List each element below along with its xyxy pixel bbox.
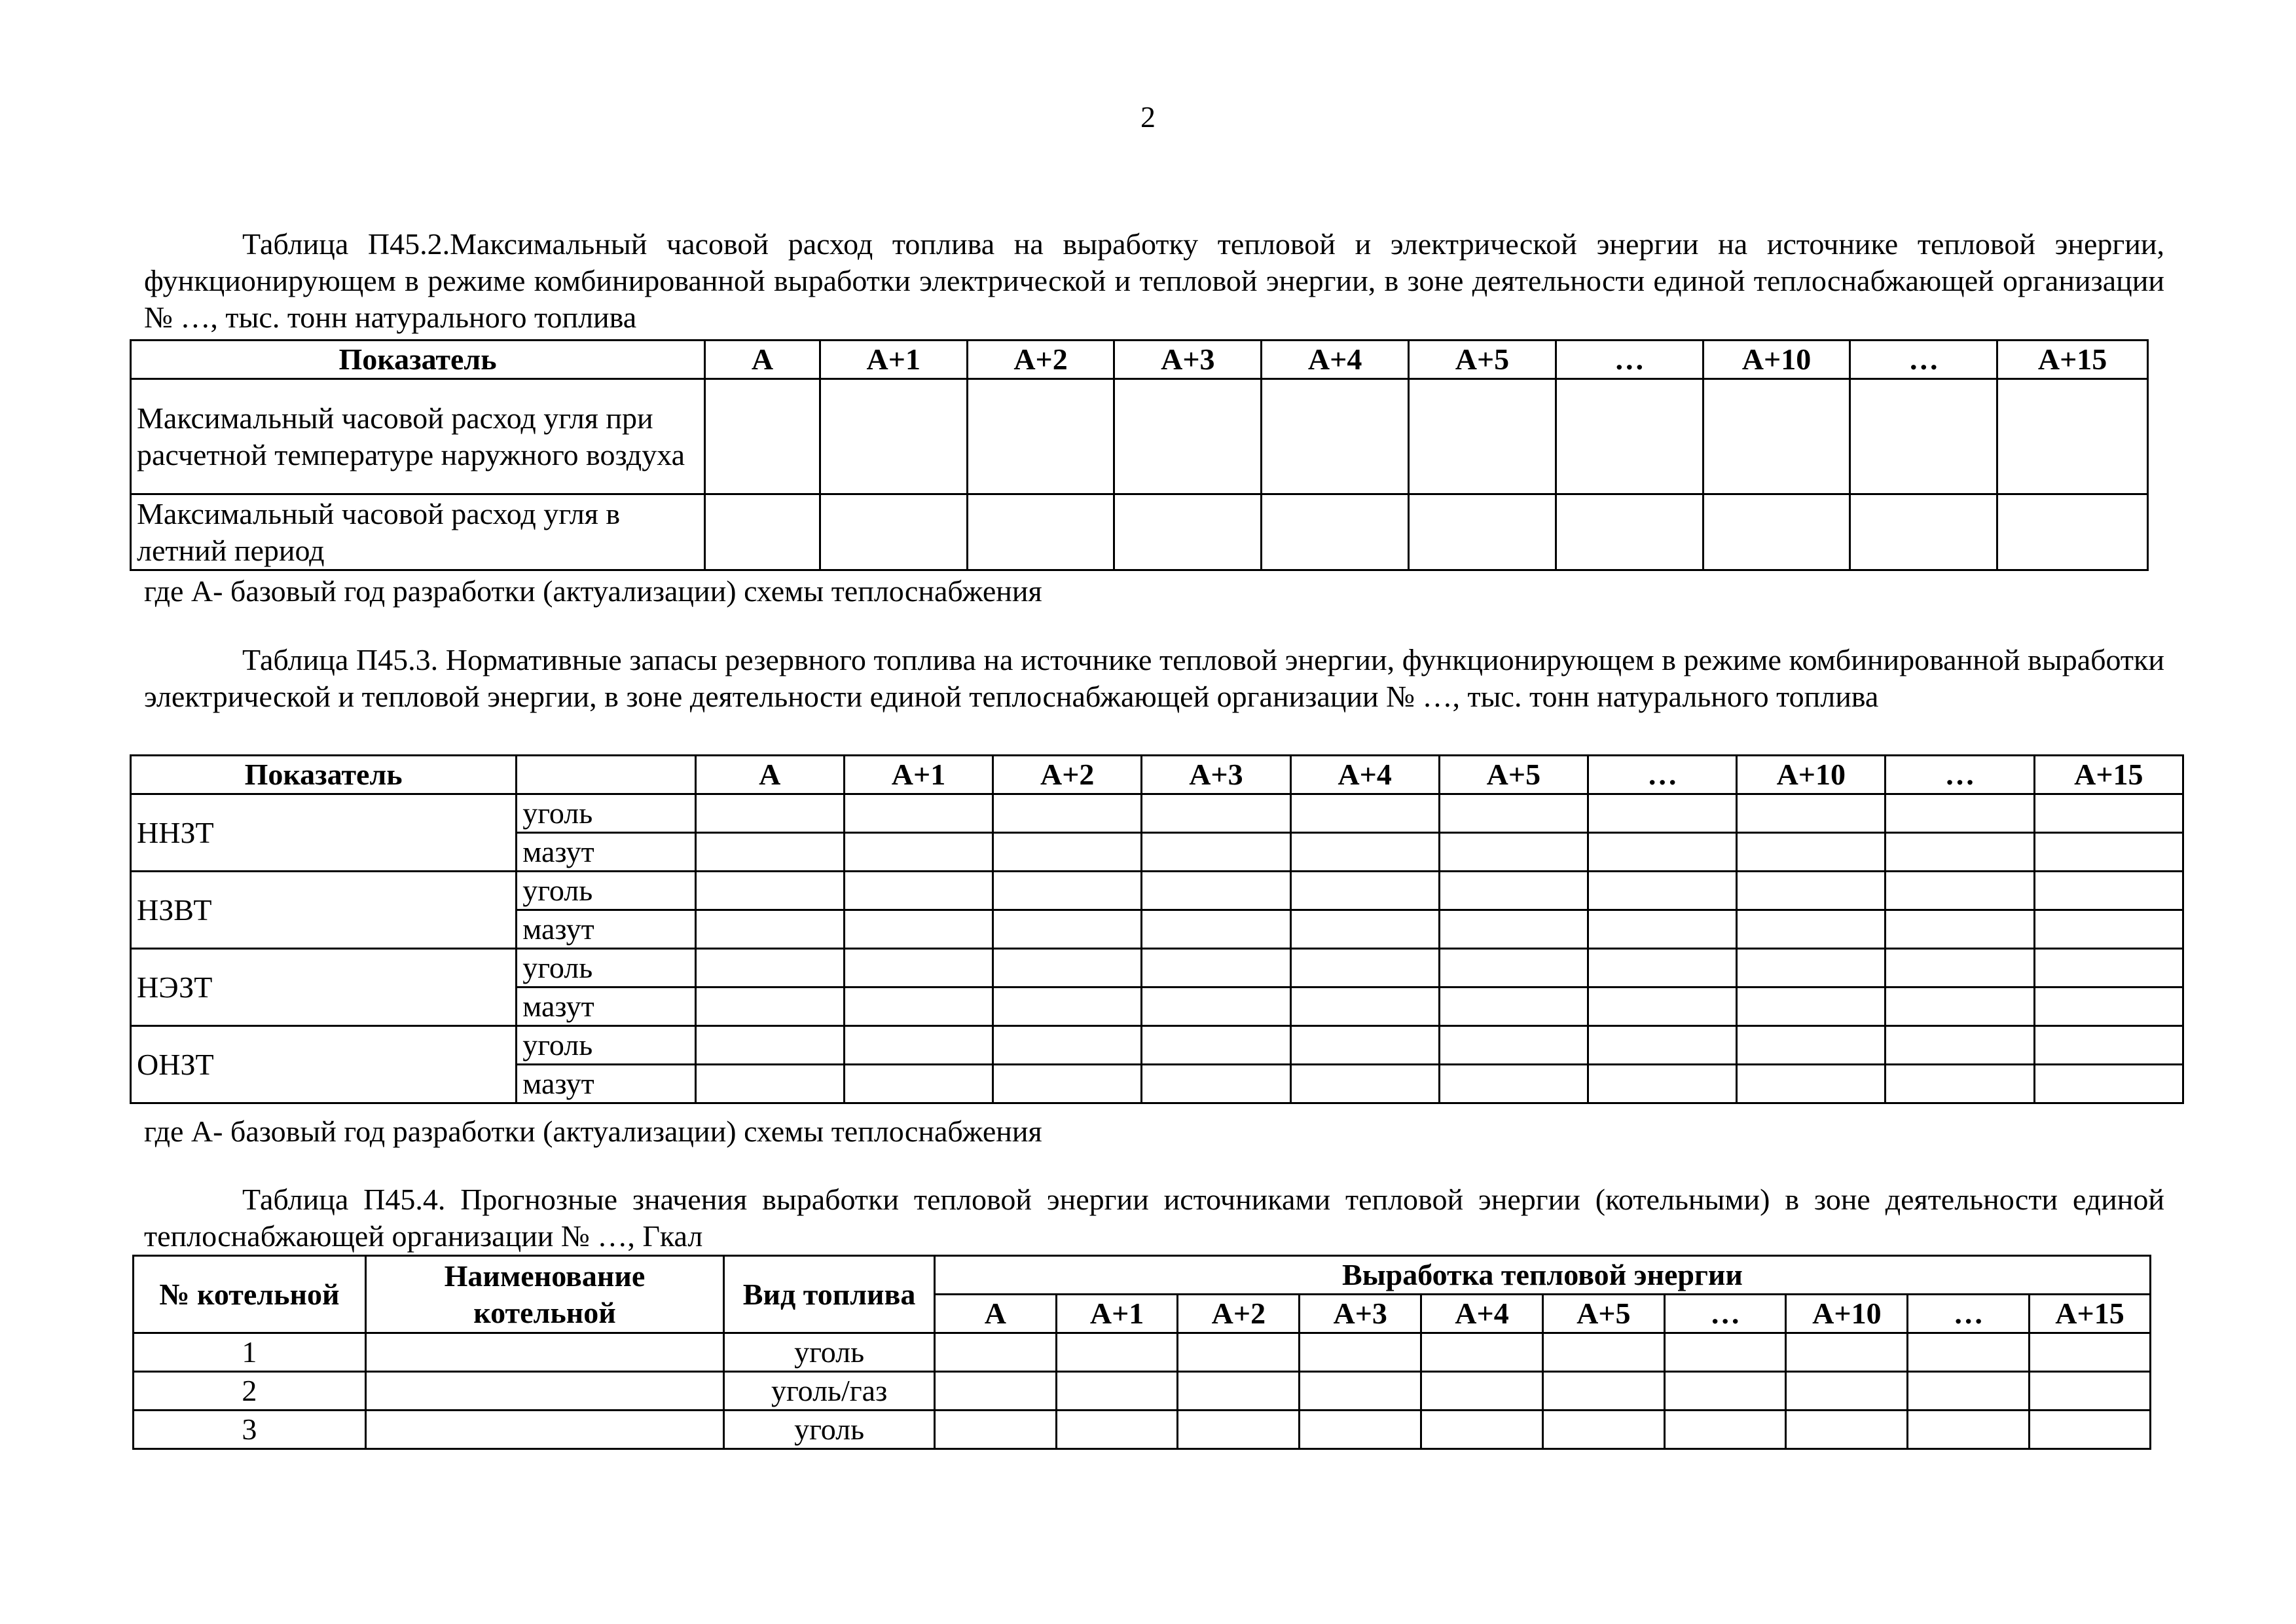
table2-note: где А- базовый год разработки (актуализации) схемы теплоснабжения bbox=[144, 574, 1042, 608]
table4-header-number: № котельной bbox=[134, 1256, 366, 1333]
table3-row bbox=[131, 1026, 2183, 1065]
table3-year: А+15 bbox=[2034, 756, 2183, 794]
table3 bbox=[130, 754, 2184, 1104]
table3-fuel: мазут bbox=[517, 987, 695, 1026]
table4-year: … bbox=[1664, 1295, 1786, 1333]
table4-row bbox=[134, 1333, 2151, 1372]
table4-year: А+4 bbox=[1421, 1295, 1543, 1333]
table4-number: 1 bbox=[134, 1333, 366, 1372]
table4-number: 2 bbox=[134, 1372, 366, 1411]
table3-fuel: мазут bbox=[517, 833, 695, 872]
table3-group-label: НЗВТ bbox=[131, 872, 517, 949]
table3-note: где А- базовый год разработки (актуализации) схемы теплоснабжения bbox=[144, 1115, 1042, 1148]
table3-header-row bbox=[131, 756, 2183, 794]
table3-fuel: уголь bbox=[517, 794, 695, 833]
table3-fuel: уголь bbox=[517, 949, 695, 987]
table4-row bbox=[134, 1411, 2151, 1449]
table3-group-label: ОНЗТ bbox=[131, 1026, 517, 1103]
table2-year: А+10 bbox=[1703, 341, 1850, 379]
table4-year: А+15 bbox=[2030, 1295, 2151, 1333]
table4-year: … bbox=[1908, 1295, 2030, 1333]
table2-row bbox=[131, 379, 2148, 494]
table2 bbox=[130, 339, 2149, 571]
table2-year: А bbox=[705, 341, 820, 379]
table3-year: А+1 bbox=[844, 756, 993, 794]
table3-group-label: ННЗТ bbox=[131, 794, 517, 872]
table3-header-indicator: Показатель bbox=[131, 756, 517, 794]
table4-number: 3 bbox=[134, 1411, 366, 1449]
table4-year: А+1 bbox=[1056, 1295, 1178, 1333]
table3-caption: Таблица П45.3. Нормативные запасы резервного топлива на источнике тепловой энергии, функционирующем в режиме комбинированной выработки электрической и тепловой энергии, в зоне деятельности единой теплоснабжающей организации № …, тыс. тонн натурального топлива bbox=[144, 643, 2164, 713]
table3-row bbox=[131, 872, 2183, 910]
table4 bbox=[132, 1255, 2151, 1450]
table4-header-name: Наименование котельной bbox=[365, 1256, 724, 1333]
table2-year: … bbox=[1556, 341, 1703, 379]
page-number: 2 bbox=[1140, 100, 1156, 134]
table3-year: А+4 bbox=[1290, 756, 1439, 794]
table4-year: А+5 bbox=[1542, 1295, 1664, 1333]
table2-header-indicator: Показатель bbox=[131, 341, 705, 379]
table3-header-blank bbox=[517, 756, 695, 794]
table3-year: А+2 bbox=[993, 756, 1142, 794]
table2-year: А+1 bbox=[820, 341, 967, 379]
table3-year: А+5 bbox=[1439, 756, 1588, 794]
table4-header-fuel: Вид топлива bbox=[724, 1256, 935, 1333]
table4-fuel: уголь bbox=[724, 1411, 935, 1449]
table3-year: А bbox=[695, 756, 844, 794]
table3-fuel: мазут bbox=[517, 1065, 695, 1103]
table3-row bbox=[131, 794, 2183, 833]
table3-year: … bbox=[1588, 756, 1736, 794]
table3-group-label: НЭЗТ bbox=[131, 949, 517, 1026]
table4-row bbox=[134, 1372, 2151, 1411]
table2-year: А+3 bbox=[1114, 341, 1262, 379]
table2-year: А+2 bbox=[967, 341, 1114, 379]
table2-year: … bbox=[1850, 341, 1997, 379]
table3-fuel: уголь bbox=[517, 1026, 695, 1065]
table4-fuel: уголь/газ bbox=[724, 1372, 935, 1411]
table2-row bbox=[131, 494, 2148, 570]
table3-year: А+10 bbox=[1737, 756, 1886, 794]
table3-fuel: уголь bbox=[517, 872, 695, 910]
table3-row bbox=[131, 949, 2183, 987]
table3-fuel: мазут bbox=[517, 910, 695, 949]
table3-year: А+3 bbox=[1142, 756, 1290, 794]
table4-year: А+2 bbox=[1178, 1295, 1300, 1333]
table4-header-group: Выработка тепловой энергии bbox=[934, 1256, 2150, 1295]
table2-header-row bbox=[131, 341, 2148, 379]
table2-row-label: Максимальный часовой расход угля в летний период bbox=[131, 494, 705, 570]
table4-header-row bbox=[134, 1256, 2151, 1295]
table3-year: … bbox=[1886, 756, 2034, 794]
table2-year: А+15 bbox=[1997, 341, 2148, 379]
table4-fuel: уголь bbox=[724, 1333, 935, 1372]
table2-caption: Таблица П45.2.Максимальный часовой расход топлива на выработку тепловой и электрической энергии на источнике тепловой энергии, функционирующем в режиме комбинированной выработки электрической и тепловой энергии, в зоне деятельности единой теплоснабжающей организации № …, тыс. тонн натурального топлива bbox=[144, 227, 2164, 334]
table2-row-label: Максимальный часовой расход угля при расчетной температуре наружного воздуха bbox=[131, 379, 705, 494]
table2-year: А+5 bbox=[1409, 341, 1556, 379]
table4-year: А bbox=[934, 1295, 1056, 1333]
table4-year: А+3 bbox=[1300, 1295, 1421, 1333]
table2-year: А+4 bbox=[1262, 341, 1409, 379]
table4-year: А+10 bbox=[1786, 1295, 1908, 1333]
table4-caption: Таблица П45.4. Прогнозные значения выработки тепловой энергии источниками тепловой энергии (котельными) в зоне деятельности единой теплоснабжающей организации № …, Гкал bbox=[144, 1183, 2164, 1253]
